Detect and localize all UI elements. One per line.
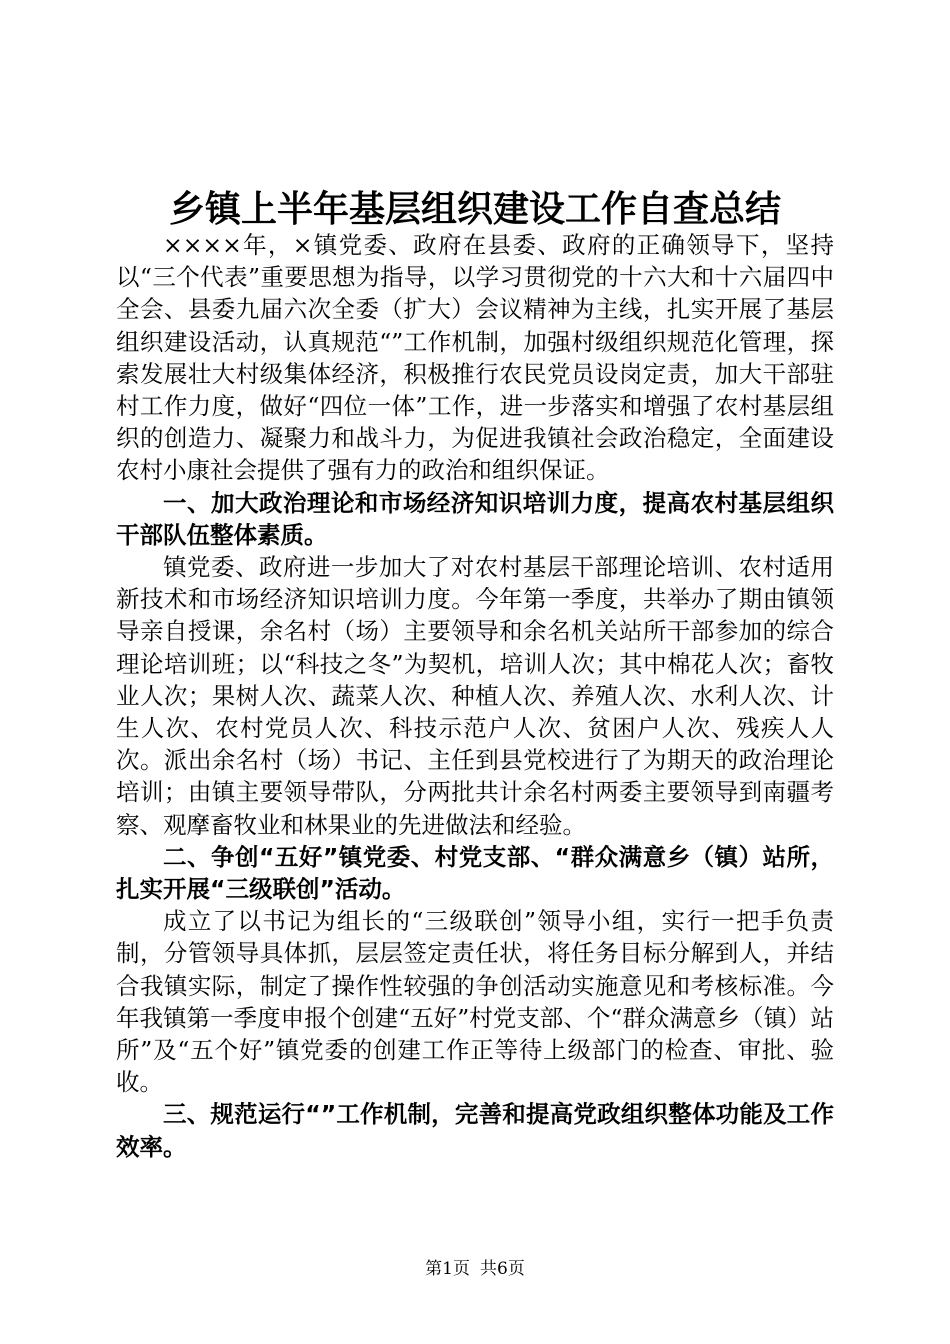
- document-body: [116, 229, 834, 1163]
- section-heading-3: 三、规范运行“”工作机制，完善和提高党政组织整体功能及工作效率。: [116, 1100, 834, 1161]
- page-total: 共6页: [480, 1259, 525, 1279]
- section-heading-1: 一、加大政治理论和市场经济知识培训力度，提高农村基层组织干部队伍整体素质。: [116, 488, 834, 549]
- page-number: 第1页: [425, 1259, 470, 1279]
- section-heading-2: 二、争创“五好”镇党委、村党支部、“群众满意乡（镇）站所，扎实开展“三级联创”活动。: [116, 842, 834, 904]
- section-paragraph-2: 成立了以书记为组长的“三级联创”领导小组，实行一把手负责制，分管领导具体抓，层层签定责任状，将任务目标分解到人，并结合我镇实际，制定了操作性较强的争创活动实施意见和考核标准。今年我镇第一季度申报个创建“五好”村党支部、个“群众满意乡（镇）站所”及“五个好”镇党委的创建工作正等待上级部门的检查、审批、验收。: [116, 907, 834, 1097]
- intro-paragraph: ××××年，×镇党委、政府在县委、政府的正确领导下，坚持以“三个代表”重要思想为指导，以学习贯彻党的十六大和十六届四中全会、县委九届六次全委（扩大）会议精神为主线，扎实开展了基层组织建设活动，认真规范“”工作机制，加强村级组织规范化管理，探索发展壮大村级集体经济，积极推行农民党员设岗定责，加大干部驻村工作力度，做好“四位一体”工作，进一步落实和增强了农村基层组织的创造力、凝聚力和战斗力，为促进我镇社会政治稳定，全面建设农村小康社会提供了强有力的政治和组织保证。: [116, 231, 834, 485]
- page-footer: [0, 1258, 950, 1280]
- section-paragraph-1: 镇党委、政府进一步加大了对农村基层干部理论培训、农村适用新技术和市场经济知识培训力度。今年第一季度，共举办了期由镇领导亲自授课，余名村（场）主要领导和余名机关站所干部参加的综合理论培训班；以“科技之冬”为契机，培训人次；其中棉花人次；畜牧业人次；果树人次、蔬菜人次、种植人次、养殖人次、水利人次、计生人次、农村党员人次、科技示范户人次、贫困户人次、残疾人人次。派出余名村（场）书记、主任到县党校进行了为期天的政治理论培训；由镇主要领导带队，分两批共计余名村两委主要领导到南疆考察、观摩畜牧业和林果业的先进做法和经验。: [116, 553, 834, 839]
- document-title: 乡镇上半年基层组织建设工作自查总结: [168, 189, 781, 230]
